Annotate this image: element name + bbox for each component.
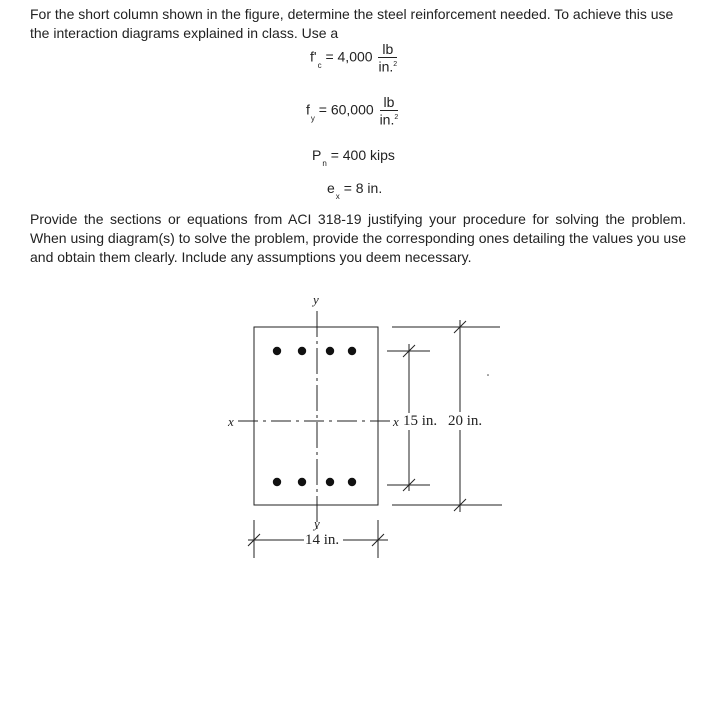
axis-label-y-top: y bbox=[313, 292, 319, 307]
given-fc: $f'_c = 4,000$ $\frac{lb}{in.^2}$ bbox=[310, 41, 398, 75]
rebar bbox=[326, 478, 334, 486]
rebar-group bbox=[273, 347, 356, 486]
rebar bbox=[273, 478, 281, 486]
problem-instructions: Provide the sections or equations from ACI 318-19 justifying your procedure for solving the problem. When using diagram(s) to solve the problem, provide the corresponding ones detailing the values you use and obtain them clearly. Include any assumptions you deem necessary. bbox=[30, 211, 686, 265]
given-fy: $f_y = 60,000$ $\frac{lb}{in.^2}$ bbox=[306, 94, 399, 128]
rebar bbox=[348, 478, 356, 486]
column-section-outline bbox=[254, 327, 378, 505]
rebar bbox=[273, 347, 281, 355]
axis-label-x-left: x bbox=[228, 414, 234, 429]
dim-label-15: 15 in. bbox=[403, 413, 438, 429]
rebar bbox=[298, 478, 306, 486]
rebar bbox=[326, 347, 334, 355]
dim-label-20: 20 in. bbox=[448, 413, 483, 429]
rebar bbox=[348, 347, 356, 355]
given-ex: $e_x = 8$ in. bbox=[327, 180, 383, 201]
given-pn: $P_n = 400$ kips bbox=[312, 147, 395, 168]
axis-label-x-right: x bbox=[393, 414, 399, 429]
axis-label-y-bottom: y bbox=[314, 516, 320, 531]
rebar bbox=[298, 347, 306, 355]
problem-intro: For the short column shown in the figure, determine the steel reinforcement needed. To achieve this use the interaction diagrams explained in class. Use a bbox=[30, 6, 674, 41]
dim-label-14: 14 in. bbox=[305, 532, 340, 548]
